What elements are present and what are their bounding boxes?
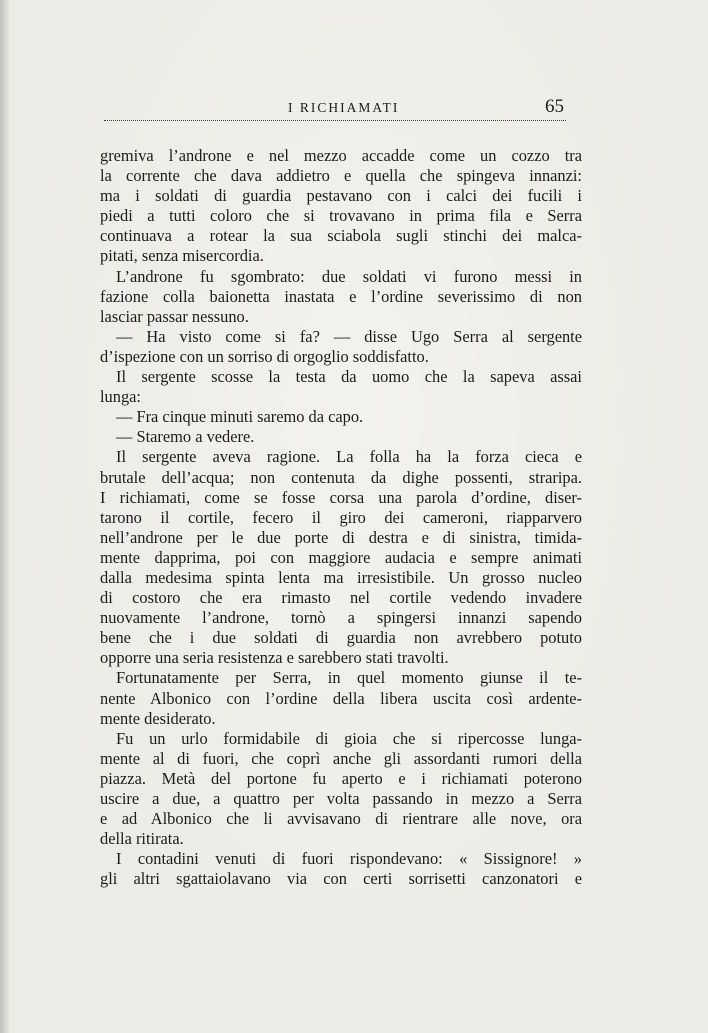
text-line: d’ispezione con un sorriso di orgoglio soddisfatto. <box>100 346 429 366</box>
text-line: lasciar passar nessuno. <box>100 306 249 326</box>
text-line: — Staremo a vedere. <box>116 427 255 447</box>
body-text <box>100 146 582 889</box>
text-line: di costoro che era rimasto nel cortile vedendo invadere <box>100 588 582 608</box>
text-line: nente Albonico con l’ordine della libera uscita così ardente- <box>100 688 582 708</box>
page-binding-shadow <box>0 0 10 1033</box>
text-line: I richiamati, come se fosse corsa una parola d’ordine, diser- <box>100 487 582 507</box>
text-line: mente desiderato. <box>100 708 216 728</box>
text-line: — Fra cinque minuti saremo da capo. <box>116 407 364 427</box>
text-line: piedi a tutti coloro che si trovavano in prima fila e Serra <box>100 206 582 226</box>
text-line: brutale dell’acqua; non contenuta da dighe possenti, straripa. <box>100 467 582 487</box>
text-line: Il sergente scosse la testa da uomo che la sapeva assai <box>116 367 582 387</box>
text-line: ma i soldati di guardia pestavano con i calci dei fucili i <box>100 186 582 206</box>
text-line: L’androne fu sgombrato: due soldati vi furono messi in <box>116 266 582 286</box>
text-line: pitati, senza misercordia. <box>100 246 264 266</box>
text-line: tarono il cortile, fecero il giro dei cameroni, riapparvero <box>100 507 582 527</box>
text-line: dalla medesima spinta lenta ma irresistibile. Un grosso nucleo <box>100 567 582 587</box>
text-line: fazione colla baionetta inastata e l’ordine severissimo di non <box>100 286 582 306</box>
text-line: bene che i due soldati di guardia non avrebbero potuto <box>100 628 582 648</box>
text-line: gli altri sgattaiolavano via con certi sorrisetti canzonatori e <box>100 869 582 889</box>
text-line: della ritirata. <box>100 829 184 849</box>
text-line: Il sergente aveva ragione. La folla ha la forza cieca e <box>116 447 582 467</box>
text-line: lunga: <box>100 387 141 407</box>
header-rule <box>104 120 566 121</box>
page-header <box>104 98 566 124</box>
text-line: nuovamente l’androne, tornò a spingersi innanzi sapendo <box>100 608 582 628</box>
text-line: I contadini venuti di fuori rispondevano: « Sissignore! » <box>116 849 582 869</box>
page-number: 65 <box>545 96 564 117</box>
text-line: opporre una seria resistenza e sarebbero stati travolti. <box>100 648 449 668</box>
text-line: — Ha visto come si fa? — disse Ugo Serra al sergente <box>116 326 582 346</box>
text-line: uscire a due, a quattro per volta passando in mezzo a Serra <box>100 789 582 808</box>
text-line: mente al di fuori, che coprì anche gli assordanti rumori della <box>100 748 582 768</box>
text-line: nell’androne per le due porte di destra e di sinistra, timida- <box>100 527 582 547</box>
text-line: Fu un urlo formidabile di gioia che si ripercosse lunga- <box>116 728 582 748</box>
text-line: Fortunatamente per Serra, in quel momento giunse il te- <box>116 668 582 688</box>
text-line: e ad Albonico che li avvisavano di rientrare alle nove, ora <box>100 809 582 829</box>
text-line: mente dapprima, poi con maggiore audacia e sempre animati <box>100 547 582 567</box>
text-line: continuava a rotear la sua sciabola sugli stinchi dei malca- <box>100 226 582 246</box>
text-line: la corrente che dava addietro e quella che spingeva innanzi: <box>100 166 582 186</box>
running-title: I RICHIAMATI <box>288 100 400 115</box>
text-line: piazza. Metà del portone fu aperto e i richiamati poterono <box>100 768 582 788</box>
text-line: gremiva l’androne e nel mezzo accadde come un cozzo tra <box>100 146 582 165</box>
